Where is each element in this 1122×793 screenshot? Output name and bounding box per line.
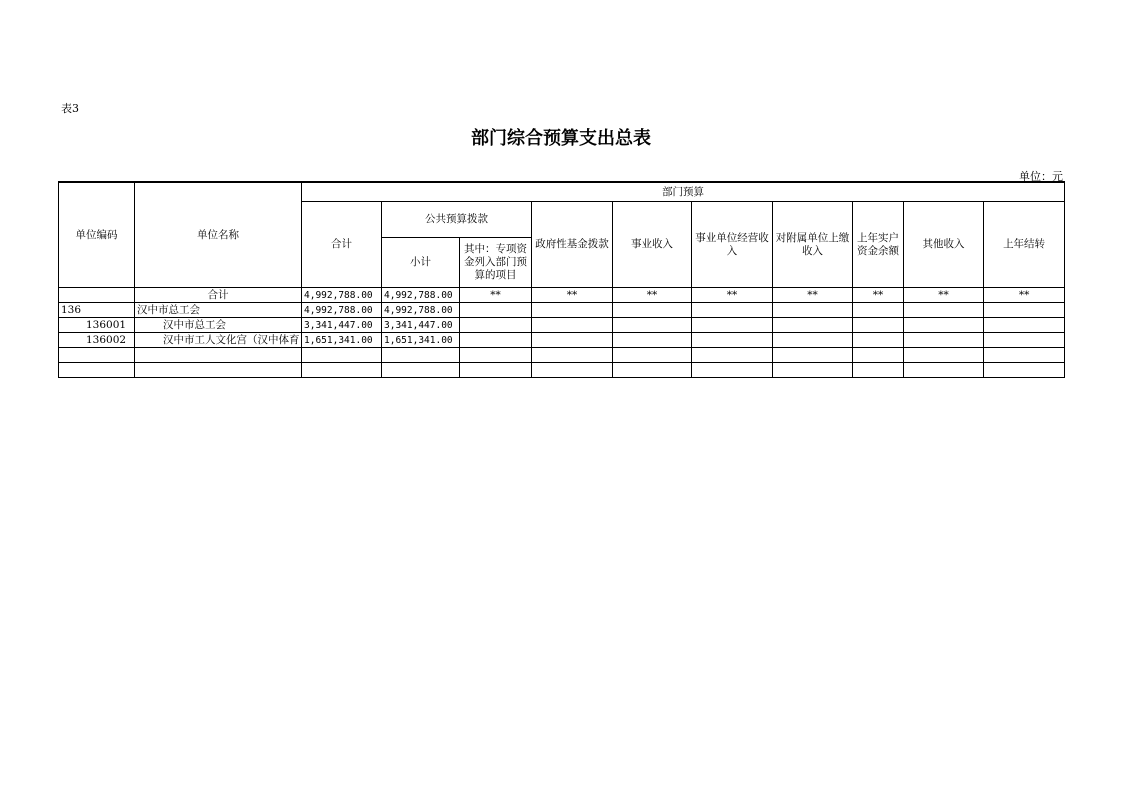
total-row-prev-year-carryover: ** <box>984 288 1065 303</box>
header-total: 合计 <box>302 202 382 288</box>
total-row-other-income: ** <box>904 288 984 303</box>
header-prev-year-carryover: 上年结转 <box>984 202 1065 288</box>
row-empty-cell <box>302 348 382 363</box>
total-row-affiliated-income: ** <box>773 288 853 303</box>
total-row-operating-income: ** <box>692 288 773 303</box>
header-other-income: 其他收入 <box>904 202 984 288</box>
table-number-label: 表3 <box>61 102 79 115</box>
row-empty-cell <box>692 348 773 363</box>
table-row-empty <box>59 363 1065 378</box>
row-name: 汉中市工人文化宫（汉中体育 <box>135 333 302 348</box>
row-code: 136 <box>59 303 135 318</box>
row-empty-cell <box>59 363 135 378</box>
row-empty-cell <box>460 303 532 318</box>
row-empty-cell <box>135 348 302 363</box>
unit-label: 单位：元 <box>1019 170 1063 183</box>
header-prev-year-balance: 上年实户资金余额 <box>853 202 904 288</box>
row-empty-cell <box>613 363 692 378</box>
header-gov-fund: 政府性基金拨款 <box>532 202 613 288</box>
total-row-prev-year-balance: ** <box>853 288 904 303</box>
table-row-empty <box>59 348 1065 363</box>
row-name: 汉中市总工会 <box>135 303 302 318</box>
row-empty-cell <box>853 333 904 348</box>
header-subtotal: 小计 <box>382 238 460 288</box>
row-empty-cell <box>904 348 984 363</box>
row-empty-cell <box>692 333 773 348</box>
row-code: 136001 <box>59 318 135 333</box>
row-empty-cell <box>532 348 613 363</box>
row-empty-cell <box>460 318 532 333</box>
row-empty-cell <box>773 333 853 348</box>
row-empty-cell <box>984 363 1065 378</box>
page-title: 部门综合预算支出总表 <box>471 128 651 149</box>
row-subtotal: 4,992,788.00 <box>382 303 460 318</box>
header-operating-income: 事业单位经营收入 <box>692 202 773 288</box>
table-row <box>59 333 1065 348</box>
row-code: 136002 <box>59 333 135 348</box>
row-empty-cell <box>904 333 984 348</box>
row-empty-cell <box>773 348 853 363</box>
row-total: 1,651,341.00 <box>302 333 382 348</box>
row-empty-cell <box>692 303 773 318</box>
header-public-budget: 公共预算拨款 <box>382 202 532 238</box>
row-empty-cell <box>984 303 1065 318</box>
row-empty-cell <box>460 363 532 378</box>
total-row-gov-fund: ** <box>532 288 613 303</box>
row-name: 汉中市总工会 <box>135 318 302 333</box>
total-row <box>59 288 1065 303</box>
row-empty-cell <box>532 318 613 333</box>
total-row-code <box>59 288 135 303</box>
total-row-business-income: ** <box>613 288 692 303</box>
row-subtotal: 1,651,341.00 <box>382 333 460 348</box>
header-unit-name: 单位名称 <box>135 182 302 288</box>
row-empty-cell <box>904 303 984 318</box>
row-empty-cell <box>773 318 853 333</box>
header-special-projects: 其中：专项资金列入部门预算的项目 <box>460 238 532 288</box>
row-empty-cell <box>532 333 613 348</box>
row-empty-cell <box>135 363 302 378</box>
row-empty-cell <box>613 303 692 318</box>
total-row-special-projects: ** <box>460 288 532 303</box>
row-empty-cell <box>532 303 613 318</box>
row-empty-cell <box>773 363 853 378</box>
budget-table <box>58 181 1065 378</box>
row-empty-cell <box>984 333 1065 348</box>
total-row-subtotal: 4,992,788.00 <box>382 288 460 303</box>
header-dept-budget: 部门预算 <box>302 182 1065 202</box>
row-empty-cell <box>382 363 460 378</box>
row-empty-cell <box>853 318 904 333</box>
row-subtotal: 3,341,447.00 <box>382 318 460 333</box>
row-empty-cell <box>532 363 613 378</box>
row-empty-cell <box>853 363 904 378</box>
row-empty-cell <box>613 318 692 333</box>
row-empty-cell <box>904 318 984 333</box>
table-row <box>59 318 1065 333</box>
total-row-total: 4,992,788.00 <box>302 288 382 303</box>
header-affiliated-income: 对附属单位上缴收入 <box>773 202 853 288</box>
row-total: 3,341,447.00 <box>302 318 382 333</box>
row-empty-cell <box>460 333 532 348</box>
header-row-1 <box>59 182 1065 202</box>
table-row <box>59 303 1065 318</box>
row-empty-cell <box>692 363 773 378</box>
header-business-income: 事业收入 <box>613 202 692 288</box>
header-unit-code: 单位编码 <box>59 182 135 288</box>
row-empty-cell <box>773 303 853 318</box>
row-empty-cell <box>613 348 692 363</box>
row-empty-cell <box>904 363 984 378</box>
total-row-label: 合计 <box>135 288 302 303</box>
row-empty-cell <box>853 348 904 363</box>
row-empty-cell <box>302 363 382 378</box>
row-empty-cell <box>613 333 692 348</box>
row-empty-cell <box>853 303 904 318</box>
row-total: 4,992,788.00 <box>302 303 382 318</box>
row-empty-cell <box>984 348 1065 363</box>
row-empty-cell <box>59 348 135 363</box>
row-empty-cell <box>692 318 773 333</box>
row-empty-cell <box>460 348 532 363</box>
row-empty-cell <box>382 348 460 363</box>
row-empty-cell <box>984 318 1065 333</box>
